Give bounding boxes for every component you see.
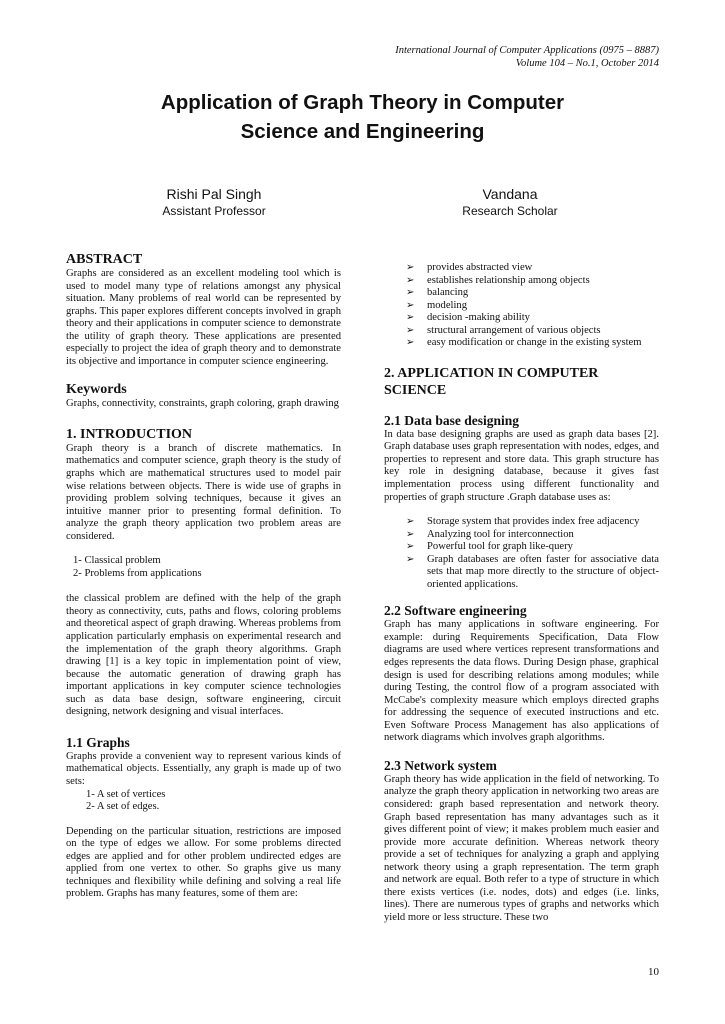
journal-volume: Volume 104 – No.1, October 2014 [515, 58, 659, 69]
author-name: Vandana [482, 186, 538, 202]
problem-list [66, 555, 341, 580]
graph-sets-list [66, 789, 341, 814]
list-item: 1- A set of vertices [86, 788, 166, 800]
network-heading: 2.3 Network system [384, 757, 497, 773]
arrow-bullet-icon: ➢ [406, 287, 415, 299]
journal-name: International Journal of Computer Applications (0975 – 8887) [395, 45, 659, 56]
list-item: ➢ easy modification or change in the existing system [406, 337, 642, 349]
arrow-bullet-icon: ➢ [406, 324, 415, 336]
list-item: ➢ balancing [406, 287, 469, 299]
introduction-paragraph-1: Graph theory is a branch of discrete mathematics. In mathematics and computer science, graph theory is the study of graphs which are mathematical structures used to model pair wise relations between objects. There is wide use of graphs in providing problem solving techniques, because it gives an intuitive manner prior to presenting formal definition. To analyze the graph theory application two problem areas are considered. [66, 442, 341, 542]
left-column [66, 251, 341, 901]
keywords-heading: Keywords [66, 382, 127, 398]
features-list [384, 262, 659, 350]
network-paragraph: Graph theory has wide application in the field of networking. To analyze the graph theory application in networking two areas are considered: graph based representation and network theory. Graph based representation has many advantages such as it gives different point of view; it makes problem much easier and provide more accurate definition. Whereas network theory provide a set of techniques for analyzing a graph and applying network theory using a graph representation. The term graph and network are equal. Both refer to a type of structure in which there exists vertices (i.e. nodes, dots) and edges (i.e. links, lines). There are numerous types of graphs and networks which yield more or less structure. These two [384, 773, 659, 923]
database-heading: 2.1 Data base designing [384, 412, 520, 428]
author-2 [390, 185, 630, 219]
title-line-1: Application of Graph Theory in Computer [160, 91, 565, 114]
list-item: ➢ Powerful tool for graph like-query [406, 541, 573, 553]
journal-header [395, 44, 659, 70]
arrow-bullet-icon: ➢ [406, 541, 415, 553]
title-line-2: Science and Engineering [240, 120, 485, 143]
list-item: ➢ Analyzing tool for interconnection [406, 528, 574, 540]
list-item: 2- Problems from applications [73, 567, 202, 579]
list-item: ➢ provides abstracted view [406, 262, 533, 273]
author-role: Assistant Professor [162, 204, 266, 218]
arrow-bullet-icon: ➢ [406, 312, 415, 324]
software-heading: 2.2 Software engineering [384, 603, 527, 619]
arrow-bullet-icon: ➢ [406, 553, 415, 565]
list-item: ➢ structural arrangement of various objects [406, 324, 601, 336]
arrow-bullet-icon: ➢ [406, 299, 415, 311]
arrow-bullet-icon: ➢ [406, 262, 415, 273]
list-item: ➢ establishes relationship among objects [406, 274, 590, 286]
software-paragraph: Graph has many applications in software engineering. For example: during Requirements Specification, Data Flow diagrams are used where vertices represent transformations and edges represents the data flows. During Design phase, graphical design is used for describing relations among modules; while during Testing, the control flow of a program associated with McCabe's complexity measure which employs directed graphs for addressing the sequence of executed instructions and etc. Even Software Process Management has also applications of network diagrams which involves graph algorithms. [384, 619, 659, 744]
page-number: 10 [648, 966, 659, 978]
database-paragraph: In data base designing graphs are used as graph data bases [2]. Graph database uses graph representation with nodes, edges, and properties to represent and store data. This graph structure has key role in designing database, because it gives fast implementation process using different functionality and properties of graph structure .Graph database uses as: [384, 428, 659, 503]
arrow-bullet-icon: ➢ [406, 528, 415, 540]
right-column [384, 262, 659, 924]
paper-title [0, 88, 725, 146]
author-name: Rishi Pal Singh [166, 186, 262, 202]
arrow-bullet-icon: ➢ [406, 337, 415, 349]
introduction-heading: 1. INTRODUCTION [66, 426, 193, 442]
graphs-heading: 1.1 Graphs [66, 734, 130, 750]
graphs-paragraph-1: Graphs provide a convenient way to represent various kinds of mathematical objects. Essentially, any graph is made up of two sets: [66, 750, 341, 787]
list-item: 2- A set of edges. [86, 801, 160, 813]
abstract-text: Graphs are considered as an excellent modeling tool which is used to model many type of relations amongst any physical situation. Many problems of real world can be represented by graphs. This paper explores different concepts involved in graph theory and their applications in computer science to demonstrate the utility of graph theory. These applications are presented especially to project the idea of graph theory and to demonstrate its objective and importance in computer science engineering. [66, 268, 341, 367]
author-role: Research Scholar [462, 204, 558, 218]
graphs-paragraph-2: Depending on the particular situation, restrictions are imposed on the type of edges we allow. For some problems directed edges are applied and for other problem undirected edges are applied from one vertex to other. So graphs give us many techniques and flexibility while defining and solving a real life problem. Graphs has many features, some of them are: [66, 825, 341, 900]
list-item: 1- Classical problem [73, 555, 161, 567]
list-item: ➢ decision -making ability [406, 312, 530, 324]
keywords-text: Graphs, connectivity, constraints, graph coloring, graph drawing [66, 398, 339, 410]
arrow-bullet-icon: ➢ [406, 274, 415, 286]
database-uses-list [384, 516, 659, 591]
arrow-bullet-icon: ➢ [406, 516, 415, 528]
list-item: ➢ modeling [406, 299, 468, 311]
section-2-heading: 2. APPLICATION IN COMPUTER SCIENCE [384, 365, 599, 398]
list-item: ➢ Storage system that provides index free adjacency [406, 516, 640, 528]
introduction-paragraph-2: the classical problem are defined with the help of the graph theory as connectivity, cuts, paths and flows, coloring problems and theoretical aspect of graph drawing. Whereas problems from application particularly emphasis on experimental research and the implementation of the graph theory algorithms. Graph drawing [1] is a key topic in implementation point of view, because the automatic generation of drawing graph has important applications in key computer science technologies such as data base design, software engineering, circuit designing, network designing and visual interfaces. [66, 593, 341, 718]
list-item: ➢ Graph databases are often faster for associative data sets that map more directly to the structure of object-oriented applications. [406, 553, 659, 590]
author-1 [94, 185, 334, 219]
abstract-heading: ABSTRACT [66, 252, 143, 267]
